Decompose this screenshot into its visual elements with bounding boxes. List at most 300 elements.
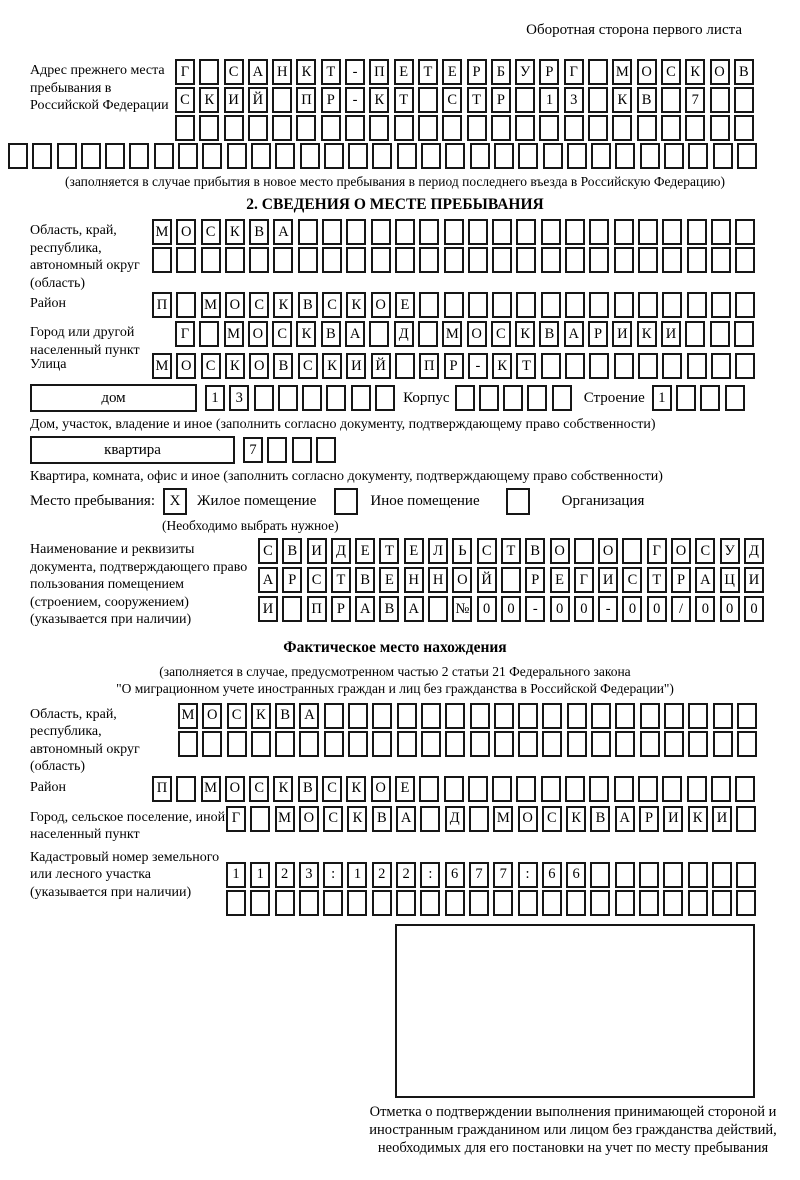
char-cell xyxy=(676,385,696,411)
char-cell: М xyxy=(152,219,172,245)
char-cell: И xyxy=(612,321,632,347)
char-cell xyxy=(445,890,465,916)
actual-city-label: Город, сельское поселение, иной населенный пункт xyxy=(30,809,226,842)
char-cell: 0 xyxy=(550,596,570,622)
char-cell xyxy=(663,862,683,888)
char-cell: - xyxy=(345,59,365,85)
char-cell: 6 xyxy=(445,862,465,888)
char-cell xyxy=(491,115,511,141)
char-cell xyxy=(348,703,368,729)
char-row-cadastral-1 xyxy=(226,862,756,888)
char-cell: / xyxy=(671,596,691,622)
char-cell xyxy=(589,292,609,318)
char-cell: О xyxy=(637,59,657,85)
char-cell xyxy=(518,143,538,169)
char-cell xyxy=(250,806,270,832)
char-cell xyxy=(371,219,391,245)
char-cell: К xyxy=(251,703,271,729)
char-cell: П xyxy=(152,292,172,318)
char-row-prev-address-2 xyxy=(175,87,754,113)
char-cell xyxy=(565,247,585,273)
char-row-prev-address-3 xyxy=(175,115,754,141)
char-cell xyxy=(542,890,562,916)
char-cell: Т xyxy=(418,59,438,85)
char-row-city xyxy=(175,321,754,347)
char-cell: В xyxy=(249,219,269,245)
char-cell xyxy=(687,292,707,318)
char-cell xyxy=(418,87,438,113)
char-cell: К xyxy=(347,806,367,832)
checkbox-other-premise xyxy=(334,488,358,515)
char-cell: К xyxy=(296,59,316,85)
char-cell: С xyxy=(201,219,221,245)
char-row-prev-address-4 xyxy=(8,143,760,169)
char-cell xyxy=(347,890,367,916)
char-cell: 3 xyxy=(564,87,584,113)
char-row-korpus xyxy=(455,385,572,411)
char-cell: Н xyxy=(272,59,292,85)
char-cell xyxy=(640,703,660,729)
char-cell xyxy=(470,703,490,729)
char-cell: Д xyxy=(744,538,764,564)
char-cell: А xyxy=(258,567,278,593)
char-cell xyxy=(664,703,684,729)
char-cell: А xyxy=(615,806,635,832)
char-cell: № xyxy=(452,596,472,622)
char-cell xyxy=(492,776,512,802)
char-cell xyxy=(685,115,705,141)
char-row-street xyxy=(152,353,755,379)
char-cell xyxy=(541,776,561,802)
char-cell xyxy=(736,862,756,888)
char-cell: Р xyxy=(282,567,302,593)
char-cell: - xyxy=(525,596,545,622)
stamp-caption: Отметка о подтверждении выполнения принимающей стороной и иностранным гражданином или лицом без гражданства действий, необходимых для его постановки на учет по месту пребывания xyxy=(369,1103,777,1156)
char-cell xyxy=(552,385,572,411)
char-cell xyxy=(662,776,682,802)
char-cell: В xyxy=(355,567,375,593)
char-cell xyxy=(615,703,635,729)
char-cell: С xyxy=(227,703,247,729)
char-cell xyxy=(516,247,536,273)
char-cell: Д xyxy=(445,806,465,832)
char-cell xyxy=(249,247,269,273)
char-cell: 0 xyxy=(695,596,715,622)
char-cell: С xyxy=(175,87,195,113)
char-cell: А xyxy=(248,59,268,85)
char-cell: К xyxy=(492,353,512,379)
char-cell: О xyxy=(671,538,691,564)
char-cell: О xyxy=(299,806,319,832)
char-cell xyxy=(664,731,684,757)
char-cell: Д xyxy=(331,538,351,564)
char-cell xyxy=(202,731,222,757)
option-organization-label: Организация xyxy=(561,493,645,509)
char-cell xyxy=(574,538,594,564)
char-cell xyxy=(567,703,587,729)
char-cell xyxy=(225,247,245,273)
char-cell: К xyxy=(296,321,316,347)
char-cell xyxy=(591,143,611,169)
actual-district-label: Район xyxy=(30,779,66,795)
prev-address-note: (заполняется в случае прибытия в новое место пребывания в период последнего въезда в Российскую Федерацию) xyxy=(64,174,726,189)
char-cell: В xyxy=(539,321,559,347)
char-cell xyxy=(419,776,439,802)
char-cell xyxy=(493,890,513,916)
char-cell xyxy=(420,890,440,916)
confirmation-stamp-area xyxy=(395,924,755,1098)
char-cell xyxy=(541,219,561,245)
char-cell xyxy=(492,247,512,273)
char-cell xyxy=(734,321,754,347)
char-cell xyxy=(227,731,247,757)
char-row-region-2 xyxy=(152,247,755,273)
char-cell xyxy=(565,353,585,379)
char-cell: 3 xyxy=(229,385,249,411)
char-cell xyxy=(713,731,733,757)
char-cell xyxy=(292,437,312,463)
char-cell xyxy=(713,703,733,729)
char-cell xyxy=(372,890,392,916)
char-cell: С xyxy=(298,353,318,379)
char-cell xyxy=(736,806,756,832)
char-cell xyxy=(275,143,295,169)
char-cell xyxy=(397,731,417,757)
char-cell xyxy=(105,143,125,169)
char-cell: В xyxy=(275,703,295,729)
char-cell xyxy=(711,219,731,245)
char-cell xyxy=(638,776,658,802)
char-cell: П xyxy=(307,596,327,622)
char-cell: В xyxy=(372,806,392,832)
char-cell xyxy=(589,219,609,245)
char-cell: С xyxy=(322,776,342,802)
char-cell: Р xyxy=(525,567,545,593)
stroenie-label: Строение xyxy=(583,389,645,406)
char-cell xyxy=(372,143,392,169)
char-cell xyxy=(468,292,488,318)
char-cell xyxy=(700,385,720,411)
char-cell: А xyxy=(404,596,424,622)
char-cell xyxy=(345,115,365,141)
char-cell: О xyxy=(248,321,268,347)
char-cell: И xyxy=(258,596,278,622)
char-cell xyxy=(428,596,448,622)
char-cell: В xyxy=(734,59,754,85)
char-cell: А xyxy=(299,703,319,729)
field-house xyxy=(30,384,760,412)
char-cell xyxy=(688,143,708,169)
char-cell: О xyxy=(710,59,730,85)
char-row-stroenie xyxy=(652,385,745,411)
char-cell: К xyxy=(199,87,219,113)
char-cell: Б xyxy=(491,59,511,85)
char-cell xyxy=(418,321,438,347)
char-cell xyxy=(565,219,585,245)
char-cell xyxy=(615,731,635,757)
char-cell: О xyxy=(518,806,538,832)
char-cell: И xyxy=(661,321,681,347)
char-cell: О xyxy=(202,703,222,729)
char-cell xyxy=(710,87,730,113)
char-cell xyxy=(565,776,585,802)
char-cell: О xyxy=(225,776,245,802)
char-cell xyxy=(565,292,585,318)
char-cell xyxy=(638,219,658,245)
char-cell xyxy=(444,776,464,802)
char-row-actual-region-1 xyxy=(178,703,757,729)
char-cell: Е xyxy=(442,59,462,85)
char-cell: С xyxy=(249,776,269,802)
char-cell xyxy=(661,87,681,113)
char-cell xyxy=(468,247,488,273)
char-cell: И xyxy=(346,353,366,379)
char-cell xyxy=(372,703,392,729)
char-cell xyxy=(178,143,198,169)
char-cell xyxy=(501,567,521,593)
stay-type-note: (Необходимо выбрать нужное) xyxy=(162,518,339,533)
char-cell xyxy=(541,247,561,273)
char-cell: Т xyxy=(501,538,521,564)
char-cell: С xyxy=(249,292,269,318)
option-other-premise-label: Иное помещение xyxy=(370,493,480,509)
actual-region-label: Область, край, республика, автономный округ (область) xyxy=(30,706,140,774)
field-street xyxy=(30,353,760,379)
char-cell: С xyxy=(258,538,278,564)
char-cell: Е xyxy=(395,776,415,802)
char-cell xyxy=(469,890,489,916)
section2-title: 2. СВЕДЕНИЯ О МЕСТЕ ПРЕБЫВАНИЯ xyxy=(246,196,544,213)
char-cell xyxy=(371,247,391,273)
char-cell: Г xyxy=(647,538,667,564)
char-cell: И xyxy=(307,538,327,564)
char-cell xyxy=(710,321,730,347)
char-cell: А xyxy=(273,219,293,245)
char-cell: В xyxy=(379,596,399,622)
char-cell: Р xyxy=(539,59,559,85)
char-cell xyxy=(494,703,514,729)
stay-type-label: Место пребывания: xyxy=(30,493,155,509)
char-cell xyxy=(468,219,488,245)
char-cell: Т xyxy=(394,87,414,113)
char-cell xyxy=(638,292,658,318)
char-cell: С xyxy=(272,321,292,347)
char-cell: Р xyxy=(639,806,659,832)
char-cell xyxy=(664,143,684,169)
field-region xyxy=(30,219,760,292)
char-cell: 1 xyxy=(205,385,225,411)
char-cell: К xyxy=(322,353,342,379)
apartment-note: Квартира, комната, офис и иное (заполнить согласно документу, подтверждающему право собственности) xyxy=(30,469,663,484)
field-stay-type xyxy=(30,488,760,515)
char-cell xyxy=(272,87,292,113)
field-actual-region xyxy=(30,703,760,776)
region-label: Область, край, республика, автономный округ (область) xyxy=(30,223,140,291)
char-cell xyxy=(470,731,490,757)
char-cell: Ь xyxy=(452,538,472,564)
char-cell: Е xyxy=(394,59,414,85)
char-cell: - xyxy=(598,596,618,622)
char-cell xyxy=(734,87,754,113)
field-actual-district xyxy=(30,776,760,802)
char-cell: А xyxy=(355,596,375,622)
char-cell xyxy=(661,115,681,141)
char-cell xyxy=(515,87,535,113)
char-cell: Р xyxy=(588,321,608,347)
char-cell xyxy=(469,806,489,832)
char-cell: Е xyxy=(395,292,415,318)
char-cell xyxy=(444,247,464,273)
field-document xyxy=(30,538,760,629)
char-row-actual-region-2 xyxy=(178,731,757,757)
char-cell xyxy=(639,862,659,888)
char-cell xyxy=(267,437,287,463)
char-cell xyxy=(299,890,319,916)
char-cell xyxy=(735,353,755,379)
field-apartment xyxy=(30,436,760,464)
char-cell: К xyxy=(225,353,245,379)
char-cell xyxy=(736,890,756,916)
char-cell: Р xyxy=(321,87,341,113)
char-cell: 1 xyxy=(347,862,367,888)
char-cell xyxy=(479,385,499,411)
char-cell: М xyxy=(275,806,295,832)
char-cell: Т xyxy=(516,353,536,379)
char-cell: 0 xyxy=(501,596,521,622)
char-cell: 0 xyxy=(744,596,764,622)
char-cell: М xyxy=(201,292,221,318)
char-cell: К xyxy=(566,806,586,832)
char-cell: Т xyxy=(647,567,667,593)
char-cell: В xyxy=(525,538,545,564)
char-cell: В xyxy=(637,87,657,113)
char-cell xyxy=(687,219,707,245)
char-cell: 7 xyxy=(493,862,513,888)
char-row-document-2 xyxy=(258,567,764,593)
char-cell xyxy=(662,292,682,318)
char-cell xyxy=(711,292,731,318)
char-cell xyxy=(254,385,274,411)
char-cell xyxy=(395,247,415,273)
char-cell xyxy=(445,731,465,757)
char-cell xyxy=(421,703,441,729)
char-cell xyxy=(273,247,293,273)
char-cell xyxy=(324,731,344,757)
char-cell xyxy=(397,143,417,169)
char-cell xyxy=(444,219,464,245)
char-cell xyxy=(32,143,52,169)
char-cell xyxy=(615,890,635,916)
char-cell xyxy=(614,353,634,379)
char-cell xyxy=(566,890,586,916)
char-cell xyxy=(614,776,634,802)
char-cell: Т xyxy=(467,87,487,113)
char-cell xyxy=(688,862,708,888)
city-label: Город или другой населенный пункт xyxy=(30,325,140,358)
char-cell xyxy=(445,143,465,169)
char-cell: К xyxy=(225,219,245,245)
char-cell xyxy=(638,247,658,273)
char-cell: О xyxy=(452,567,472,593)
char-cell xyxy=(710,115,730,141)
char-cell: 7 xyxy=(469,862,489,888)
char-cell xyxy=(687,353,707,379)
char-cell: 2 xyxy=(396,862,416,888)
district-label: Район xyxy=(30,296,66,311)
field-cadastral xyxy=(30,846,760,916)
char-cell xyxy=(662,353,682,379)
char-cell: Г xyxy=(175,59,195,85)
char-cell: 2 xyxy=(275,862,295,888)
char-cell xyxy=(445,703,465,729)
char-cell xyxy=(346,247,366,273)
char-cell xyxy=(734,115,754,141)
char-cell: : xyxy=(420,862,440,888)
char-cell: 0 xyxy=(647,596,667,622)
char-cell xyxy=(251,143,271,169)
char-cell: 6 xyxy=(566,862,586,888)
char-cell: М xyxy=(442,321,462,347)
char-cell xyxy=(275,890,295,916)
char-cell xyxy=(737,703,757,729)
char-cell: Л xyxy=(428,538,448,564)
char-cell: 1 xyxy=(652,385,672,411)
char-cell xyxy=(567,143,587,169)
char-cell: У xyxy=(515,59,535,85)
char-cell xyxy=(394,115,414,141)
char-cell xyxy=(542,731,562,757)
char-cell: 1 xyxy=(250,862,270,888)
char-cell: К xyxy=(273,292,293,318)
char-cell xyxy=(300,143,320,169)
char-cell xyxy=(712,890,732,916)
char-cell xyxy=(227,143,247,169)
char-cell: О xyxy=(249,353,269,379)
char-cell xyxy=(316,437,336,463)
char-cell: О xyxy=(371,292,391,318)
char-row-apartment xyxy=(243,437,336,463)
char-cell xyxy=(640,143,660,169)
char-cell xyxy=(711,247,731,273)
char-cell: 3 xyxy=(299,862,319,888)
char-cell: А xyxy=(345,321,365,347)
char-cell: К xyxy=(369,87,389,113)
char-row-document-1 xyxy=(258,538,764,564)
char-cell xyxy=(492,219,512,245)
char-cell xyxy=(272,115,292,141)
char-cell: П xyxy=(419,353,439,379)
char-cell: Й xyxy=(248,87,268,113)
char-cell: М xyxy=(178,703,198,729)
char-cell: С xyxy=(491,321,511,347)
char-cell xyxy=(591,703,611,729)
char-cell xyxy=(298,247,318,273)
char-cell xyxy=(199,115,219,141)
char-cell xyxy=(226,890,246,916)
char-row-actual-city xyxy=(226,806,756,832)
char-cell xyxy=(129,143,149,169)
char-cell xyxy=(201,247,221,273)
field-district xyxy=(30,292,760,318)
char-cell: Е xyxy=(355,538,375,564)
checkbox-residential: X xyxy=(163,488,187,515)
char-cell: : xyxy=(323,862,343,888)
char-cell: В xyxy=(282,538,302,564)
char-cell xyxy=(152,247,172,273)
char-cell: К xyxy=(612,87,632,113)
char-cell: Р xyxy=(671,567,691,593)
char-cell: Г xyxy=(226,806,246,832)
